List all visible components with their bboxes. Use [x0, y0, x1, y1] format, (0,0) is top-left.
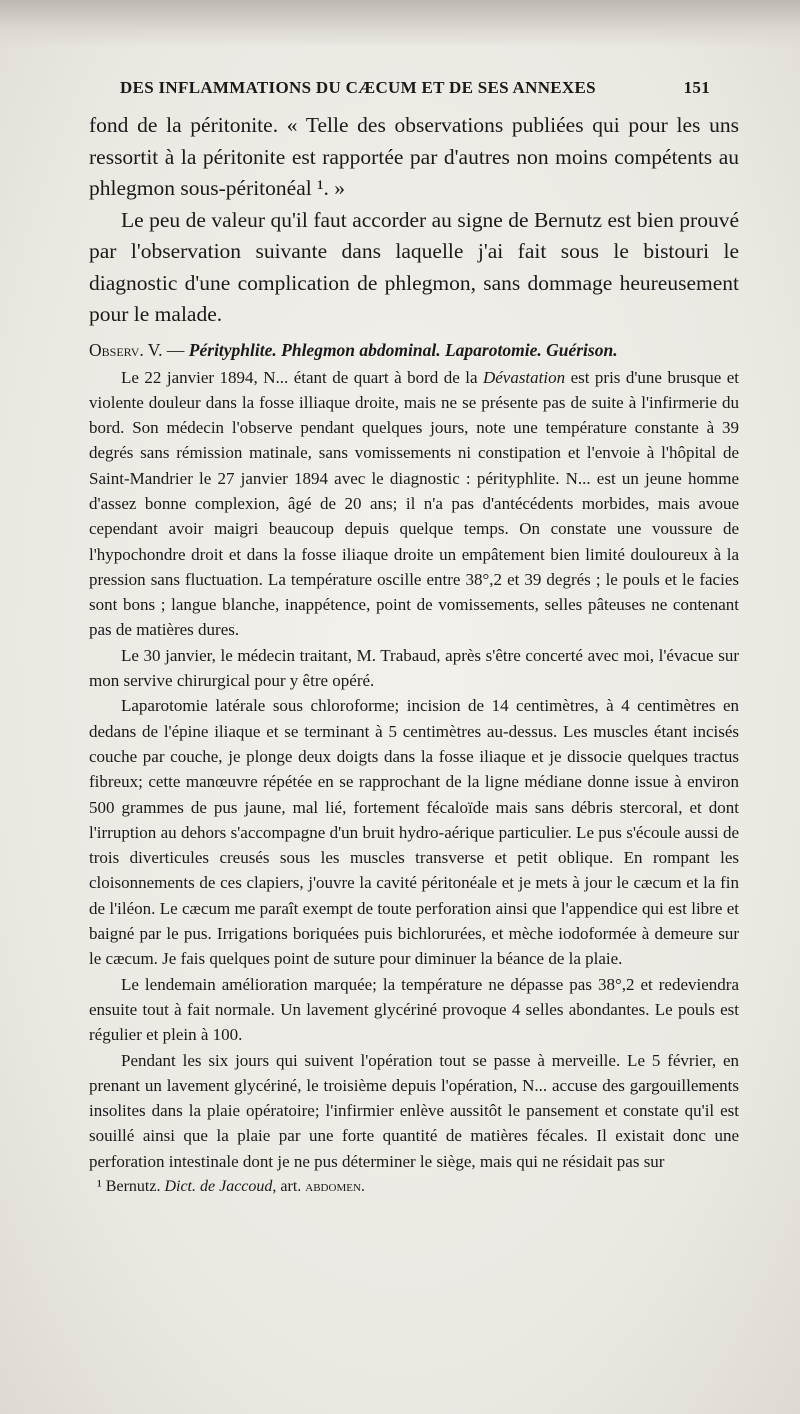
- footnote-author: Bernutz.: [101, 1178, 165, 1195]
- observation-title: [89, 337, 739, 363]
- page-number: 151: [683, 78, 710, 97]
- observation-label: Observ. V. —: [89, 339, 185, 360]
- observation-paragraph-5: Pendant les six jours qui suivent l'opération tout se passe à merveille. Le 5 février, en prenant un lavement glycériné, le troisième depuis l'opération, N... accuse des gargouillements insolites dans la plaie opératoire; l'infirmier enlève aussitôt le pansement et constate qu'il est souillé ainsi que la plaie par une forte quantité de matières fécales. Il existait donc une perforation intestinale dont je ne pus déterminer le siège, mais qui ne résidait pas sur: [89, 1050, 739, 1171]
- footnote-ref: , art.: [272, 1178, 306, 1195]
- footnote: [89, 1176, 739, 1198]
- scan-shadow: [0, 0, 800, 48]
- footnote-article: abdomen.: [305, 1178, 365, 1195]
- text-column: [89, 110, 739, 1198]
- lead-paragraph-1: fond de la péritonite. « Telle des observations publiées qui pour les uns ressortit à la péritonite est rapportée par d'autres non moins compétents au phlegmon sous-péritonéal ¹. »: [89, 113, 739, 200]
- lead-text: [89, 110, 739, 331]
- footnote-mark: ¹: [97, 1178, 102, 1195]
- running-header: [120, 78, 710, 98]
- lead-paragraph-2: Le peu de valeur qu'il faut accorder au signe de Bernutz est bien prouvé par l'observation suivante dans laquelle j'ai fait sous le bistouri le diagnostic d'une complication de phlegmon, sans dommage heureusement pour le malade.: [89, 207, 739, 326]
- observation-body: [89, 365, 739, 1175]
- paragraph-1-start: Le 22 janvier 1894, N... étant de quart à bord de la: [121, 367, 483, 387]
- observation-paragraph-3: Laparotomie latérale sous chloroforme; incision de 14 centimètres, à 4 centimètres en dedans de l'épine iliaque et se terminant à 5 centimètres au-dessus. Les muscles étant incisés couche par couche, je plonge deux doigts dans la fosse iliaque et je dissocie quelques tractus fibreux; cette manœuvre répétée en se rapprochant de la ligne médiane donne issue à environ 500 grammes de pus jaune, mal lié, fortement fécaloïde mais sans débris stercoral, et dont l'irruption au dehors s'accompagne d'un bruit hydro-aérique particulier. Le pus s'écoule aussi de trois diverticules creusés sous les muscles transverse et petit oblique. En rompant les cloisonnements de ces clapiers, j'ouvre la cavité péritonéale et je mets à jour le cæcum et la fin de l'iléon. Le cæcum me paraît exempt de toute perforation ainsi que l'appendice qui est libre et baigné par le pus. Irrigations boriquées puis bichlorurées, et mèche iodoformée à demeure sur le cæcum. Je fais quelques point de suture pour diminuer la béance de la plaie.: [89, 696, 739, 969]
- ship-name: Dévastation: [482, 367, 566, 387]
- observation-paragraph-4: Le lendemain amélioration marquée; la température ne dépasse pas 38°,2 et redeviendra ensuite tout à fait normale. Un lavement glycériné provoque 4 selles abondantes. Le pouls est régulier et plein à 100.: [89, 974, 739, 1045]
- observation-paragraph-2: Le 30 janvier, le médecin traitant, M. Trabaud, après s'être concerté avec moi, l'évacue sur mon servive chirurgical pour y être opéré.: [89, 645, 739, 691]
- observation-heading: Pérityphlite. Phlegmon abdominal. Laparotomie. Guérison.: [188, 339, 618, 360]
- paragraph-1-rest: est pris d'une brusque et violente douleur dans la fosse illiaque droite, mais ne se présente pas de suite à l'infirmerie du bord. Son médecin l'observe pendant quelques jours, note une température constante à 39 degrés sans rémission matinale, sans vomissements ni constipation et l'envoie à l'hôpital de Saint-Mandrier le 27 janvier 1894 avec le diagnostic : pérityphlite. N... est un jeune homme d'assez bonne complexion, âgé de 20 ans; il n'a pas d'antécédents morbides, mais avoue cependant avoir maigri beaucoup depuis quelque temps. On constate une voussure de l'hypochondre droit et dans la fosse iliaque droite un empâtement bien limité douloureux à la pression sans fluctuation. La température oscille entre 38°,2 et 39 degrés ; le pouls et le facies sont bons ; langue blanche, inappétence, point de vomissements, selles pâteuses ne contenant pas de matières dures.: [89, 367, 739, 640]
- footnote-work: Dict. de Jaccoud: [164, 1178, 273, 1195]
- observation-paragraph-1: [89, 365, 739, 643]
- running-title: DES INFLAMMATIONS DU CÆCUM ET DE SES ANNEXES: [120, 78, 596, 97]
